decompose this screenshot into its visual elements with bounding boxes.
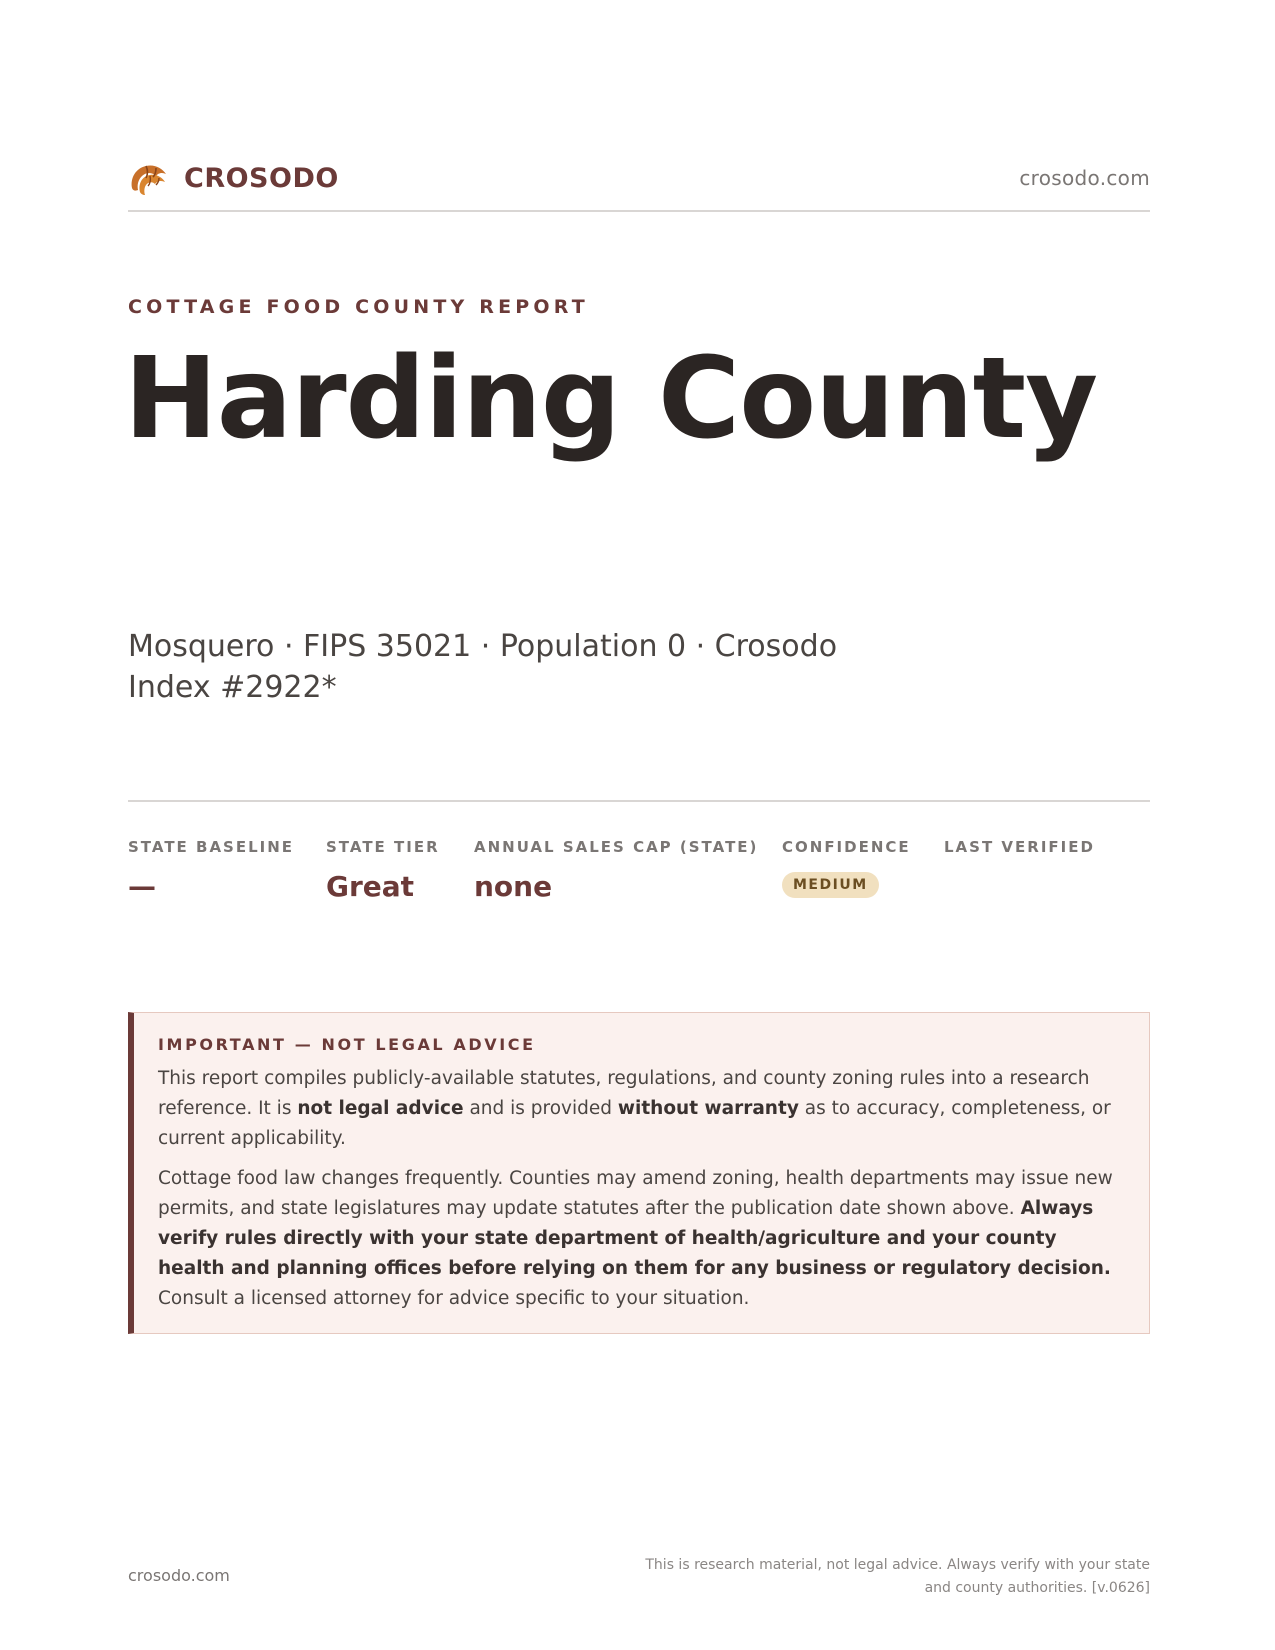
notice-paragraph bbox=[158, 1164, 1125, 1314]
legal-notice bbox=[128, 1012, 1150, 1334]
stat-label: ANNUAL SALES CAP (STATE) bbox=[474, 838, 759, 856]
notice-text: as to accuracy, completeness, or current applicability. bbox=[158, 1098, 1111, 1149]
stat-last-verified bbox=[944, 838, 1095, 870]
stat-value: none bbox=[474, 870, 553, 903]
stat-state-tier bbox=[326, 838, 440, 903]
stat-label: STATE TIER bbox=[326, 838, 440, 856]
header-site-link[interactable]: crosodo.com bbox=[1019, 166, 1150, 190]
notice-emphasis: without warranty bbox=[617, 1098, 799, 1119]
report-eyebrow: COTTAGE FOOD COUNTY REPORT bbox=[128, 296, 589, 318]
notice-text: Cottage food law changes frequently. Counties may amend zoning, health departments may issue new permits, and state legislatures may update statutes after the publication date shown above. bbox=[158, 1168, 1113, 1219]
footer-site-link[interactable]: crosodo.com bbox=[128, 1566, 230, 1585]
brand[interactable] bbox=[128, 158, 339, 198]
page-header bbox=[128, 158, 1150, 212]
notice-emphasis: not legal advice bbox=[297, 1098, 464, 1119]
notice-paragraph bbox=[158, 1064, 1125, 1154]
notice-text: and is provided bbox=[463, 1098, 618, 1119]
croissant-icon bbox=[128, 158, 170, 198]
report-page bbox=[124, 0, 1150, 1650]
footer-disclaimer: This is research material, not legal advice. Always verify with your state and county authorities. [v.0626] bbox=[645, 1557, 1150, 1596]
stat-value: Great bbox=[326, 870, 415, 903]
stat-label: LAST VERIFIED bbox=[944, 838, 1095, 856]
stat-value: — bbox=[128, 870, 156, 903]
confidence-badge: MEDIUM bbox=[782, 872, 879, 898]
stat-state-baseline bbox=[128, 838, 294, 903]
brand-name: CROSODO bbox=[184, 162, 339, 194]
page-title: Harding County bbox=[124, 334, 1098, 464]
stat-label: STATE BASELINE bbox=[128, 838, 295, 856]
notice-text: This report compiles publicly-available statutes, regulations, and county zoning rules into a research reference. It is bbox=[158, 1068, 1090, 1119]
notice-title: IMPORTANT — NOT LEGAL ADVICE bbox=[158, 1035, 536, 1054]
report-subtitle: Mosquero · FIPS 35021 · Population 0 · Crosodo Index #2922* bbox=[128, 629, 838, 705]
notice-emphasis: Always verify rules directly with your state department of health/agriculture and your county health and planning offices before relying on them for any business or regulatory decision. bbox=[158, 1198, 1111, 1279]
stat-annual-sales-cap bbox=[474, 838, 758, 903]
notice-text: Consult a licensed attorney for advice specific to your situation. bbox=[158, 1288, 750, 1309]
stats-row bbox=[128, 800, 1150, 912]
stat-confidence bbox=[782, 838, 911, 898]
stat-label: CONFIDENCE bbox=[782, 838, 911, 856]
